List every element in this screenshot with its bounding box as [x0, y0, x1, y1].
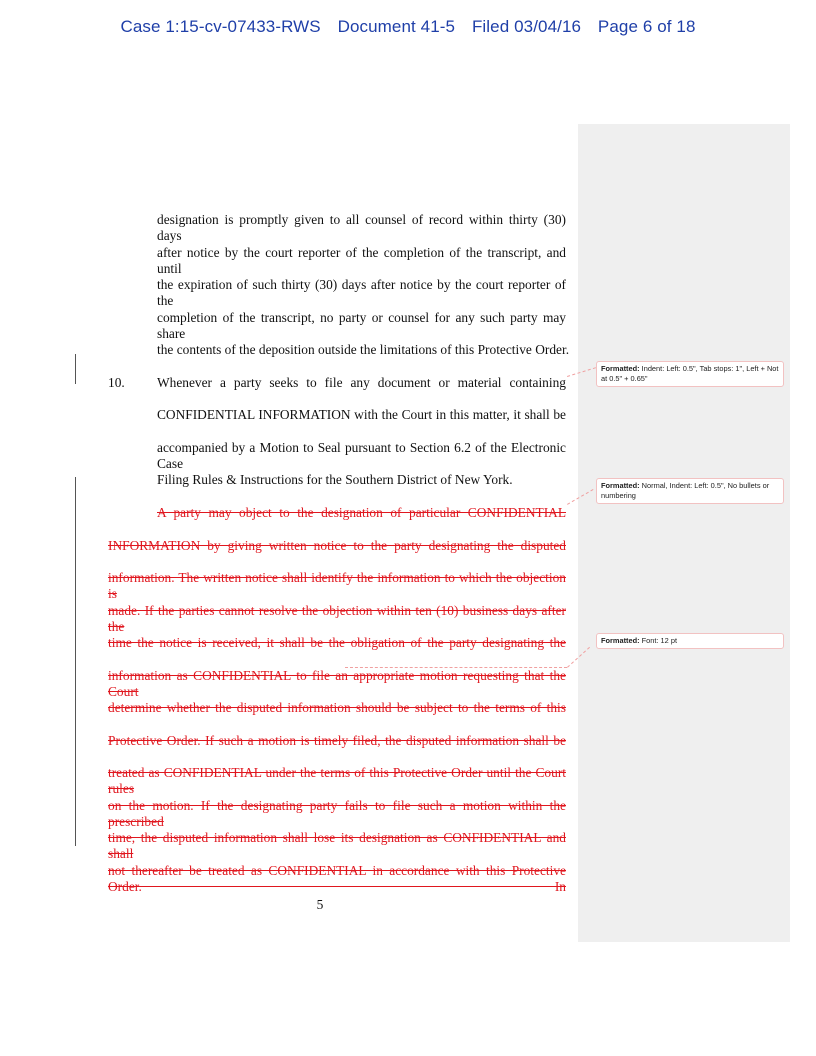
deleted-line: Protective Order. If such a motion is timely filed, the disputed information shall be [108, 733, 566, 748]
deleted-line: treated as CONFIDENTIAL under the terms of this Protective Order until the Court rules [108, 765, 566, 796]
text-line: completion of the transcript, no party or counsel for any such party may share [157, 310, 566, 341]
case-number: Case 1:15-cv-07433-RWS [120, 17, 321, 36]
text-line: after notice by the court reporter of the completion of the transcript, and until [157, 245, 566, 276]
text-line: designation is promptly given to all counsel of record within thirty (30) days [157, 212, 566, 243]
page-number: 5 [316, 897, 324, 912]
deleted-line: determine whether the disputed information should be subject to the terms of this [108, 700, 566, 715]
page-indicator: Page 6 of 18 [597, 17, 696, 36]
comment-label: Formatted: [601, 364, 640, 373]
deleted-line: information as CONFIDENTIAL to file an appropriate motion requesting that the Court [108, 668, 566, 699]
deleted-line: A party may object to the designation of particular CONFIDENTIAL [157, 505, 566, 520]
comment-label: Formatted: [601, 636, 640, 645]
document-number: Document 41-5 [337, 17, 456, 36]
paragraph-number: 10. [108, 375, 125, 390]
deleted-line: not thereafter be treated as CONFIDENTIAL in accordance with this Protective Order. In [108, 863, 566, 894]
change-bar [75, 477, 76, 846]
deleted-line: time, the disputed information shall lose its designation as CONFIDENTIAL and shall [108, 830, 566, 861]
deleted-line: on the motion. If the designating party fails to file such a motion within the prescribed [108, 798, 566, 829]
filed-date: Filed 03/04/16 [471, 17, 582, 36]
text-line: the expiration of such thirty (30) days after notice by the court reporter of the [157, 277, 566, 308]
comment-text: Indent: Left: 0.5", Tab stops: 1", Left + Not at 0.5" + 0.65" [601, 364, 779, 383]
text-line: accompanied by a Motion to Seal pursuant to Section 6.2 of the Electronic Case [157, 440, 566, 471]
deleted-line: made. If the parties cannot resolve the objection within ten (10) business days after the [108, 603, 566, 634]
deleted-line: information. The written notice shall identify the information to which the objection is [108, 570, 566, 601]
text-line: CONFIDENTIAL INFORMATION with the Court in this matter, it shall be [157, 407, 566, 422]
case-header [0, 17, 816, 37]
text-line: the contents of the deposition outside the limitations of this Protective Order. [157, 342, 570, 357]
comment-leader-line [345, 667, 567, 668]
change-bar [75, 354, 76, 384]
deleted-line: time the notice is received, it shall be the obligation of the party designating the [108, 635, 566, 650]
format-comment[interactable] [596, 478, 784, 504]
comment-text: Normal, Indent: Left: 0.5", No bullets or numbering [601, 481, 770, 500]
comment-label: Formatted: [601, 481, 640, 490]
deleted-line: INFORMATION by giving written notice to the party designating the disputed [108, 538, 566, 553]
text-line: Filing Rules & Instructions for the Southern District of New York. [157, 472, 513, 487]
format-comment[interactable] [596, 633, 784, 649]
comment-pane [578, 124, 790, 942]
text-line: Whenever a party seeks to file any document or material containing [157, 375, 566, 390]
format-comment[interactable] [596, 361, 784, 387]
comment-text: Font: 12 pt [639, 636, 677, 645]
